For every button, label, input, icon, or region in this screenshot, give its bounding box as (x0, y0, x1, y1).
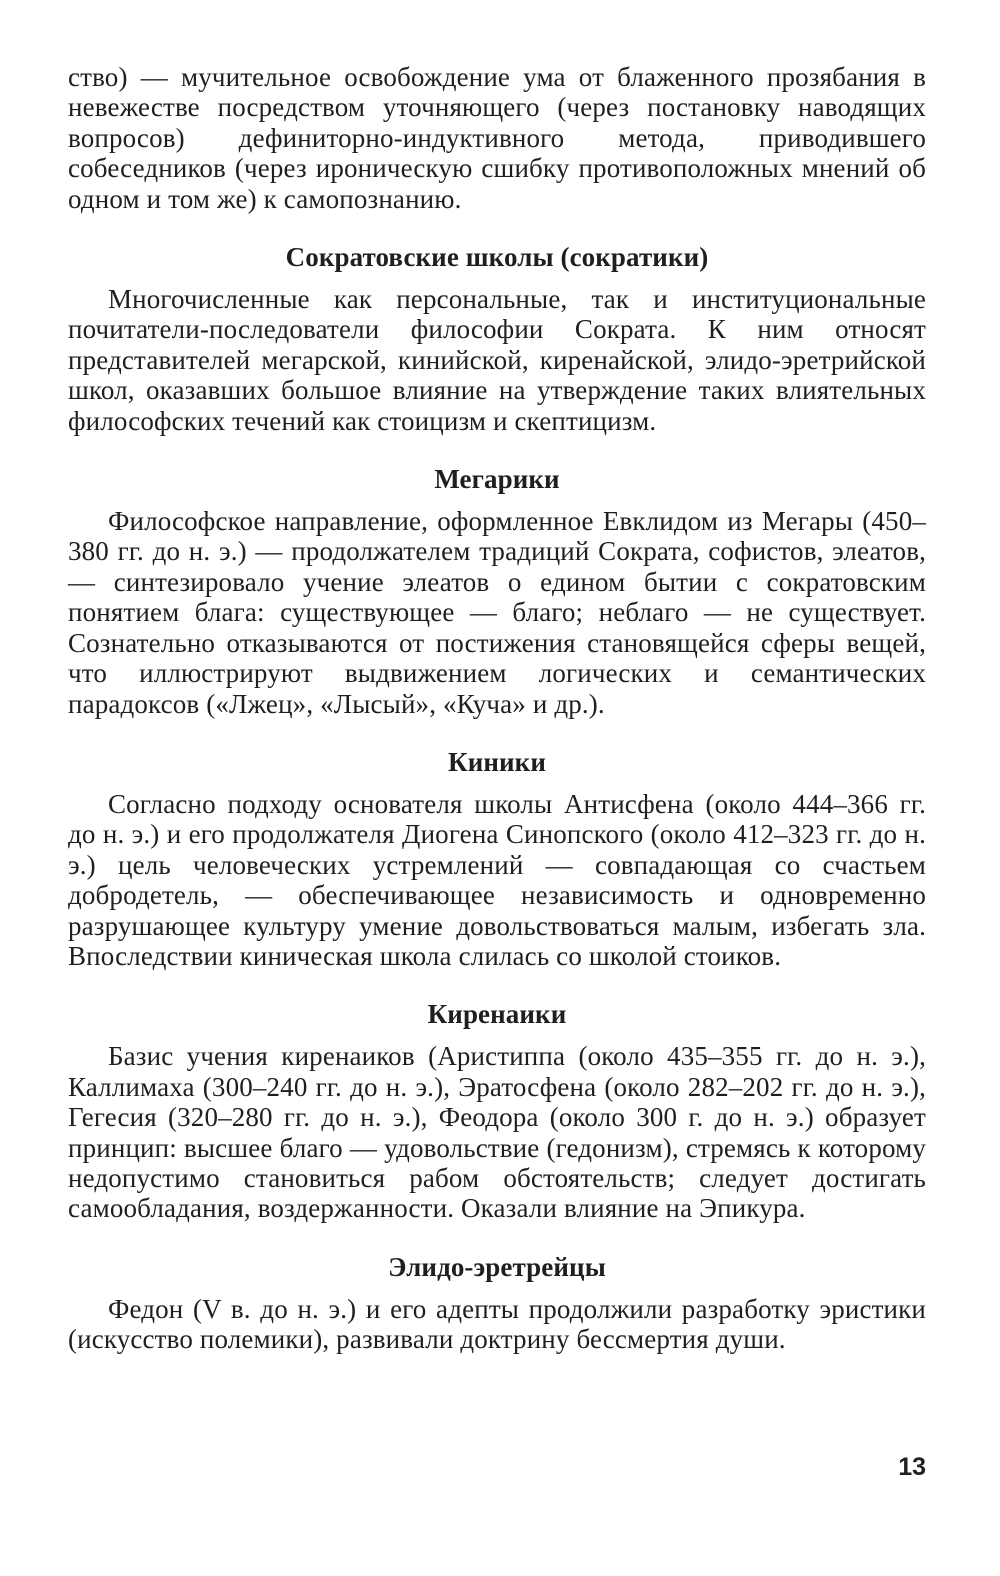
section-text-cyrenaics: Базис учения киренаиков (Аристиппа (около 435–355 гг. до н. э.), Каллимаха (300–240 гг. до н. э.), Эратосфена (около 282–202 гг. до н. э.), Гегесия (320–280 гг. до н. э.), Феодора (около 300 г. до н. э.) образует принцип: высшее благо — удовольствие (гедонизм), стремясь к которому недопустимо становиться рабом обстоятельств; следует достигать самообладания, воздержанности. Оказали влияние на Эпикура. (68, 1041, 926, 1224)
section-heading-elian-eretrian: Элидо-эретрейцы (388, 1251, 606, 1282)
page-number: 13 (898, 1453, 926, 1481)
section-heading-cyrenaics: Киренаики (427, 999, 567, 1030)
section-heading-cynics: Киники (448, 746, 546, 777)
section-heading-megarians: Мегарики (434, 464, 560, 495)
page-body (68, 62, 926, 1355)
section-text-cynics: Согласно подходу основателя школы Антисфена (около 444–366 гг. до н. э.) и его продолжателя Диогена Синопского (около 412–323 гг. до н. э.) цель человеческих устремлений — совпадающая со счастьем добродетель, — обеспечивающее независимость и одновременно разрушающее культуру умение довольствоваться малым, избегать зла. Впоследствии киническая школа слилась со школой стоиков. (68, 788, 926, 971)
section-text-megarians: Философское направление, оформленное Евклидом из Мегары (450–380 гг. до н. э.) — продолжателем традиций Сократа, софистов, элеатов, — синтезировало учение элеатов о едином бытии с сократовским понятием блага: существующее — благо; неблаго — не существует. Сознательно отказываются от постижения становящейся сферы вещей, что иллюстрируют выдвижением логических и семантических парадоксов («Лжец», «Лысый», «Куча» и др.). (68, 506, 926, 719)
section-text-elian-eretrian: Федон (V в. до н. э.) и его адепты продолжили разработку эристики (искусство полемики), развивали доктрину бессмертия души. (68, 1293, 926, 1355)
section-text-socratics: Многочисленные как персональные, так и институциональные почитатели-последователи философии Сократа. К ним относят представителей мегарской, кинийской, киренайской, элидо-эретрийской школ, оказавших большое влияние на утверждение таких влиятельных философских течений как стоицизм и скептицизм. (68, 284, 926, 436)
intro-paragraph: ство) — мучительное освобождение ума от блаженного прозябания в невежестве посредством уточняющего (через постановку наводящих вопросов) дефиниторно-индуктивного метода, приводившего собеседников (через ироническую сшибку противоположных мнений об одном и том же) к самопознанию. (68, 62, 926, 214)
section-heading-socratics: Сократовские школы (сократики) (285, 242, 709, 273)
